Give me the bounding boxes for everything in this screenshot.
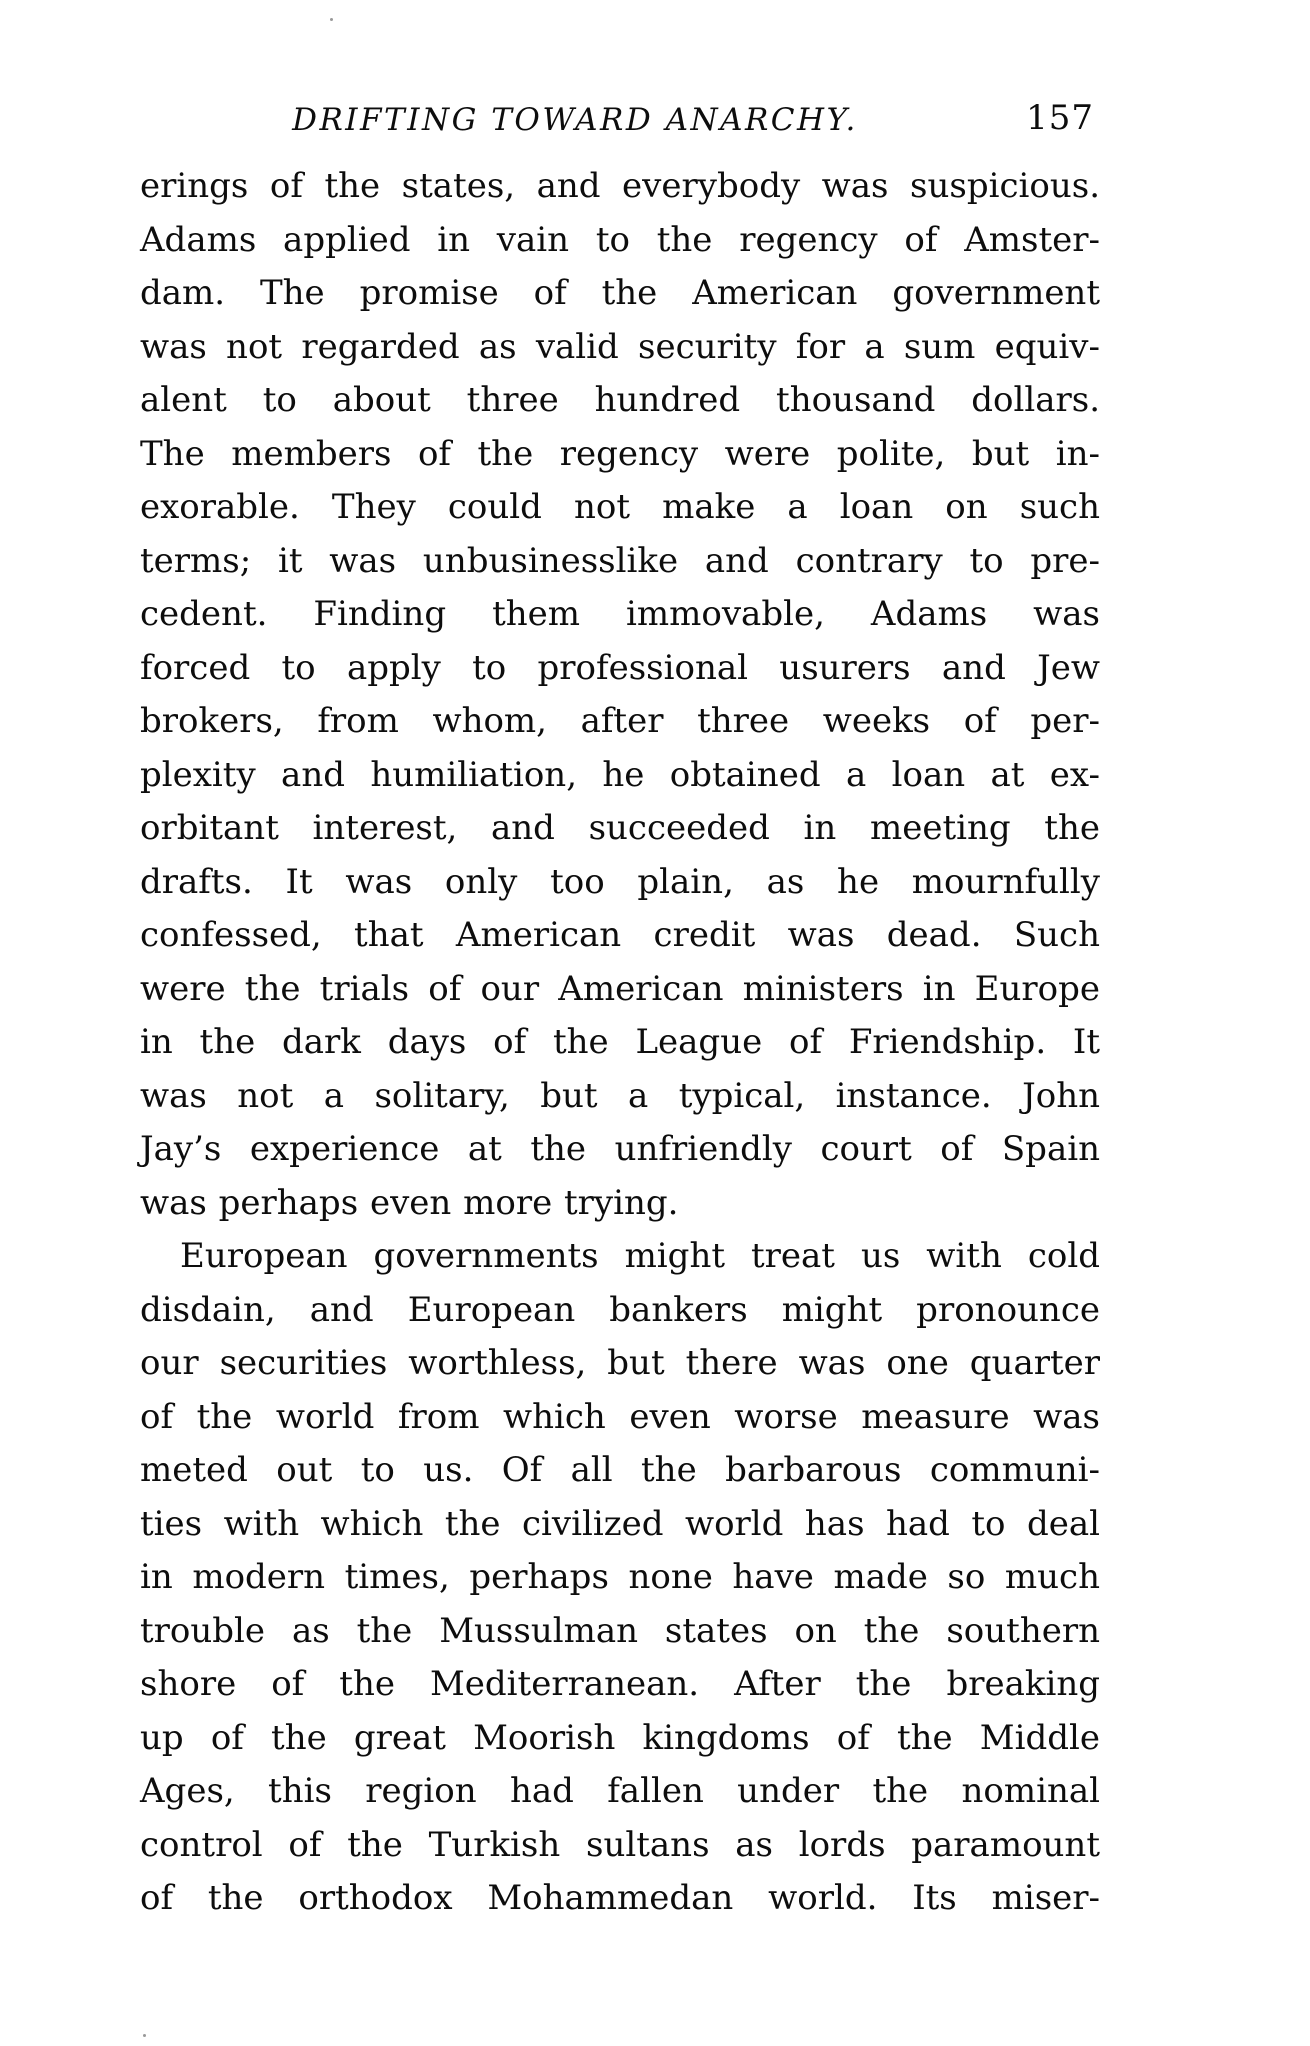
text-line: brokers, from whom, after three weeks of per- bbox=[140, 701, 1100, 741]
text-line: control of the Turkish sultans as lords paramount bbox=[140, 1824, 1100, 1865]
text-line: alent to about three hundred thousand dollars. bbox=[140, 380, 1100, 420]
text-line: ties with which the civilized world has had to deal bbox=[140, 1503, 1100, 1544]
text-line: cedent. Finding them immovable, Adams was bbox=[140, 594, 1100, 634]
text-line: Jay’s experience at the unfriendly court of Spain bbox=[140, 1129, 1100, 1169]
text-line: were the trials of our American ministers in Europe bbox=[140, 968, 1100, 1009]
paragraph bbox=[140, 1230, 1100, 1926]
text-line: erings of the states, and everybody was suspicious. bbox=[140, 166, 1100, 206]
text-line: Adams applied in vain to the regency of Amster- bbox=[140, 219, 1100, 260]
page-body bbox=[140, 160, 1100, 1926]
text-line: exorable. They could not make a loan on such bbox=[140, 487, 1100, 527]
text-line: forced to apply to professional usurers and Jew bbox=[140, 647, 1100, 688]
running-header-title: DRIFTING TOWARD ANARCHY. bbox=[292, 102, 858, 138]
text-line: in the dark days of the League of Friendship. It bbox=[140, 1022, 1100, 1062]
text-line: was not regarded as valid security for a sum equiv- bbox=[140, 326, 1100, 367]
text-line: meted out to us. Of all the barbarous communi- bbox=[140, 1450, 1100, 1490]
text-line: up of the great Moorish kingdoms of the Middle bbox=[140, 1717, 1100, 1758]
text-line: terms; it was unbusinesslike and contrary to pre- bbox=[140, 540, 1100, 581]
text-line: of the world from which even worse measure was bbox=[140, 1396, 1100, 1437]
text-line: disdain, and European bankers might pronounce bbox=[140, 1289, 1100, 1330]
text-line: our securities worthless, but there was one quarter bbox=[140, 1343, 1100, 1383]
text-line: shore of the Mediterranean. After the breaking bbox=[140, 1664, 1100, 1704]
text-line: of the orthodox Mohammedan world. Its miser- bbox=[140, 1878, 1100, 1918]
text-line: was not a solitary, but a typical, instance. John bbox=[140, 1075, 1100, 1116]
text-line: was perhaps even more trying. bbox=[140, 1182, 679, 1223]
running-header bbox=[140, 98, 1100, 144]
text-line: dam. The promise of the American government bbox=[140, 273, 1100, 313]
text-line: in modern times, perhaps none have made so much bbox=[140, 1557, 1100, 1597]
scan-artifact-dot bbox=[330, 18, 333, 21]
text-line: plexity and humiliation, he obtained a loan at ex- bbox=[140, 754, 1100, 795]
text-line: European governments might treat us with cold bbox=[180, 1236, 1100, 1276]
text-line: confessed, that American credit was dead. Such bbox=[140, 915, 1100, 955]
text-line: Ages, this region had fallen under the nominal bbox=[140, 1771, 1100, 1811]
page-number: 157 bbox=[1026, 98, 1094, 138]
text-line: trouble as the Mussulman states on the southern bbox=[140, 1610, 1100, 1651]
text-line: drafts. It was only too plain, as he mournfully bbox=[140, 861, 1100, 902]
scan-artifact-dot bbox=[143, 2034, 146, 2037]
text-line: orbitant interest, and succeeded in meeting the bbox=[140, 808, 1100, 848]
paragraph bbox=[140, 160, 1100, 1230]
text-line: The members of the regency were polite, but in- bbox=[140, 433, 1100, 474]
